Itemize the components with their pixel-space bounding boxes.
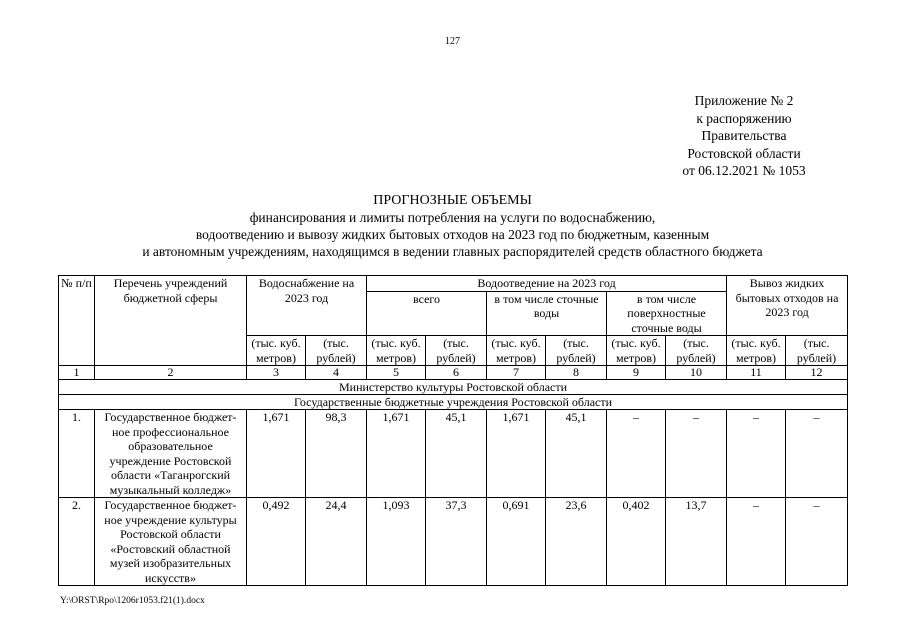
column-index: 11 (727, 366, 786, 380)
unit-rubles: (тыс. рублей) (306, 336, 367, 366)
table-cell: 45,1 (426, 410, 487, 498)
table-cell: 0,691 (487, 498, 546, 586)
row-number: 1. (59, 410, 95, 498)
column-index: 9 (607, 366, 666, 380)
document-title (0, 192, 905, 260)
table-cell: 24,4 (306, 498, 367, 586)
header-liquid-waste: Вывоз жидких бытовых отходов на 2023 год (727, 276, 848, 336)
table-cell: 1,671 (367, 410, 426, 498)
column-index: 1 (59, 366, 95, 380)
unit-volume: (тыс. куб. метров) (247, 336, 306, 366)
header-surface: в том числе поверхностные сточные воды (607, 291, 727, 336)
unit-rubles: (тыс. рублей) (426, 336, 487, 366)
file-path-footer: Y:\ORST\Rpo\1206r1053.f21(1).docx (60, 596, 205, 606)
column-index: 3 (247, 366, 306, 380)
column-index: 8 (546, 366, 607, 380)
table-cell: 37,3 (426, 498, 487, 586)
column-index: 5 (367, 366, 426, 380)
appendix-line: к распоряжению (696, 110, 792, 126)
column-index: 7 (487, 366, 546, 380)
subsection-header: Государственные бюджетные учреждения Ростовской области (59, 395, 848, 410)
table-cell: 0,402 (607, 498, 666, 586)
table-cell: 45,1 (546, 410, 607, 498)
column-index: 2 (95, 366, 247, 380)
table-cell: 1,671 (487, 410, 546, 498)
table-cell: 0,492 (247, 498, 306, 586)
row-number: 2. (59, 498, 95, 586)
unit-rubles: (тыс. рублей) (546, 336, 607, 366)
column-index: 4 (306, 366, 367, 380)
table-cell: 13,7 (666, 498, 727, 586)
column-index-row (59, 366, 848, 380)
title-line: финансирования и лимиты потребления на услуги по водоснабжению, (249, 210, 656, 225)
header-water-supply: Водоснабжение на 2023 год (247, 276, 367, 336)
table-cell: 1,093 (367, 498, 426, 586)
header-num: № п/п (59, 276, 95, 366)
header-sewage: в том числе сточные воды (487, 291, 607, 336)
header-water-disposal: Водоотведение на 2023 год (367, 276, 727, 292)
unit-rubles: (тыс. рублей) (786, 336, 848, 366)
institution-name: Государственное бюджет-ное профессиональное образовательное учреждение Ростовской области «Таганрогский музыкальный колледж» (95, 410, 247, 498)
section-header: Министерство культуры Ростовской области (59, 380, 848, 395)
title-line: и автономным учреждениям, находящимся в ведении главных распорядителей средств областного бюджета (142, 244, 763, 259)
header-list: Перечень учреждений бюджетной сферы (95, 276, 247, 366)
table-cell: – (666, 410, 727, 498)
table-cell: – (607, 410, 666, 498)
table-cell: 98,3 (306, 410, 367, 498)
table-row (59, 498, 848, 586)
table-cell: – (786, 410, 848, 498)
page-number: 127 (445, 36, 460, 47)
table-cell: – (727, 410, 786, 498)
header-total: всего (367, 291, 487, 336)
unit-rubles: (тыс. рублей) (666, 336, 727, 366)
unit-volume: (тыс. куб. метров) (727, 336, 786, 366)
table-cell: 23,6 (546, 498, 607, 586)
column-index: 10 (666, 366, 727, 380)
table-cell: – (727, 498, 786, 586)
appendix-line: Ростовской области (687, 145, 801, 161)
unit-volume: (тыс. куб. метров) (367, 336, 426, 366)
unit-volume: (тыс. куб. метров) (607, 336, 666, 366)
forecast-table (58, 275, 848, 586)
title-line: водоотведению и вывозу жидких бытовых отходов на 2023 год по бюджетным, казенным (195, 227, 710, 242)
unit-volume: (тыс. куб. метров) (487, 336, 546, 366)
column-index: 6 (426, 366, 487, 380)
appendix-line: Приложение № 2 (694, 93, 794, 108)
institution-name: Государственное бюджет-ное учреждение культуры Ростовской области «Ростовский областной музей изобразительных искусств» (95, 498, 247, 586)
appendix-line: Правительства (701, 128, 787, 143)
title-heading: ПРОГНОЗНЫЕ ОБЪЕМЫ (373, 193, 532, 208)
table-cell: – (786, 498, 848, 586)
appendix-block (664, 92, 824, 180)
appendix-line: от 06.12.2021 № 1053 (682, 163, 806, 178)
column-index: 12 (786, 366, 848, 380)
table-row (59, 410, 848, 498)
table-cell: 1,671 (247, 410, 306, 498)
